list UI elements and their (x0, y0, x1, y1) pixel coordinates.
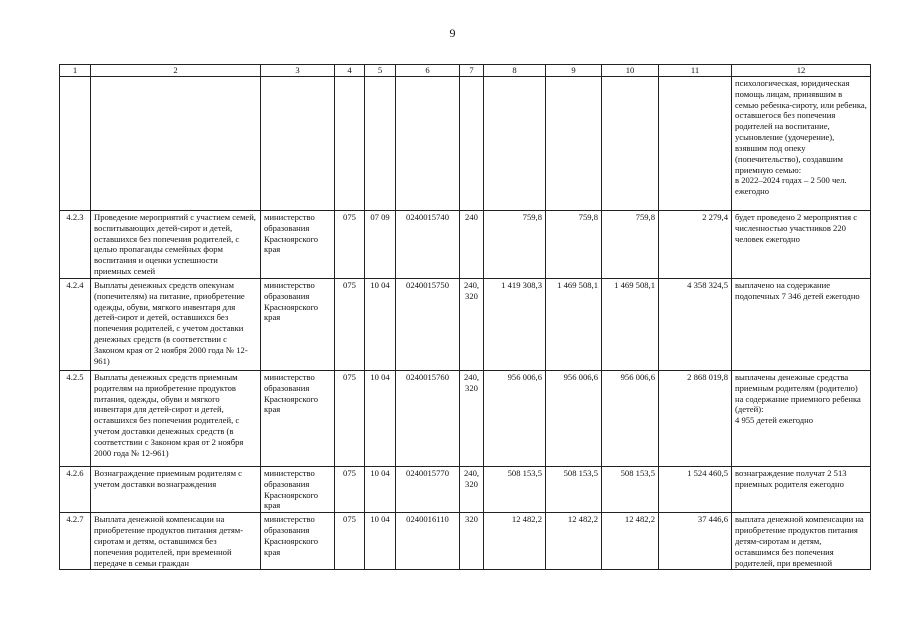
cell-year-1: 1 419 308,3 (484, 278, 546, 370)
column-header: 10 (602, 65, 659, 77)
cell-total: 1 524 460,5 (659, 466, 732, 512)
cell-rzpr: 10 04 (365, 466, 396, 512)
cell-csr: 0240016110 (396, 513, 460, 570)
cell-year-2: 12 482,2 (546, 513, 602, 570)
cell-result: выплачено на содержание подопечных 7 346 детей ежегодно (732, 278, 871, 370)
cell-year-1: 759,8 (484, 211, 546, 279)
cell-vr: 240, 320 (460, 466, 484, 512)
cell-year-2: 759,8 (546, 211, 602, 279)
column-header: 6 (396, 65, 460, 77)
cell-year-3: 1 469 508,1 (602, 278, 659, 370)
table-row (60, 466, 871, 512)
cell-result: будет проведено 2 мероприятия с численностью участников 220 человек ежегодно (732, 211, 871, 279)
cell-total: 2 868 019,8 (659, 370, 732, 466)
cell-number: 4.2.5 (60, 370, 91, 466)
cell-year-1: 956 006,6 (484, 370, 546, 466)
cell-year-1: 508 153,5 (484, 466, 546, 512)
cell-result: психологическая, юридическая помощь лицам, принявшим в семью ребенка-сироту, или ребенка, оставшегося без попечения родителей на воспитание, усыновление (удочерение), взявшим под опеку (попечительство), создавшим приемную семью: в 2022–2024 годах – 2 500 чел. ежегодно (732, 77, 871, 211)
cell-vr: 240 (460, 211, 484, 279)
cell-number: 4.2.6 (60, 466, 91, 512)
cell-executor (261, 77, 335, 211)
cell-measure: Выплата денежной компенсации на приобретение продуктов питания детям-сиротам и детям, оставшимся без попечения родителей, при временной передаче в семьи граждан (91, 513, 261, 570)
cell-csr: 0240015740 (396, 211, 460, 279)
column-header: 5 (365, 65, 396, 77)
cell-vr: 320 (460, 513, 484, 570)
cell-measure (91, 77, 261, 211)
cell-executor: министерство образования Красноярского края (261, 513, 335, 570)
cell-executor: министерство образования Красноярского края (261, 466, 335, 512)
cell-year-2: 1 469 508,1 (546, 278, 602, 370)
cell-rzpr: 07 09 (365, 211, 396, 279)
cell-rzpr (365, 77, 396, 211)
table-row (60, 278, 871, 370)
column-header: 1 (60, 65, 91, 77)
cell-number: 4.2.4 (60, 278, 91, 370)
column-header: 7 (460, 65, 484, 77)
column-header: 12 (732, 65, 871, 77)
cell-measure: Выплаты денежных средств приемным родителям на приобретение продуктов питания, одежды, обуви и мягкого инвентаря для детей-сирот и детей, оставшихся без попечения родителей, с учетом доставки денежных средств (в соответствии с Законом края от 2 ноября 2000 года № 12-961) (91, 370, 261, 466)
cell-vr: 240, 320 (460, 370, 484, 466)
cell-grbs: 075 (335, 466, 365, 512)
cell-total: 2 279,4 (659, 211, 732, 279)
column-header: 8 (484, 65, 546, 77)
program-table (59, 64, 871, 570)
column-header: 4 (335, 65, 365, 77)
cell-result: выплачены денежные средства приемным родителям (родителю) на содержание приемного ребенка (детей): 4 955 детей ежегодно (732, 370, 871, 466)
cell-total: 4 358 324,5 (659, 278, 732, 370)
cell-vr (460, 77, 484, 211)
cell-year-1 (484, 77, 546, 211)
cell-result: выплата денежной компенсации на приобретение продуктов питания детям-сиротам и детям, оставшимся без попечения родителей, при временной (732, 513, 871, 570)
column-header: 11 (659, 65, 732, 77)
table-header-row (60, 65, 871, 77)
cell-total: 37 446,6 (659, 513, 732, 570)
cell-year-3 (602, 77, 659, 211)
cell-rzpr: 10 04 (365, 370, 396, 466)
table-row (60, 370, 871, 466)
cell-grbs (335, 77, 365, 211)
cell-csr: 0240015750 (396, 278, 460, 370)
cell-number (60, 77, 91, 211)
table-row (60, 513, 871, 570)
cell-grbs: 075 (335, 278, 365, 370)
cell-csr: 0240015770 (396, 466, 460, 512)
cell-executor: министерство образования Красноярского края (261, 370, 335, 466)
cell-csr (396, 77, 460, 211)
column-header: 3 (261, 65, 335, 77)
cell-measure: Вознаграждение приемным родителям с учетом доставки вознаграждения (91, 466, 261, 512)
cell-executor: министерство образования Красноярского края (261, 211, 335, 279)
cell-year-3: 759,8 (602, 211, 659, 279)
cell-result: вознаграждение получат 2 513 приемных родителя ежегодно (732, 466, 871, 512)
cell-year-2 (546, 77, 602, 211)
cell-grbs: 075 (335, 370, 365, 466)
column-header: 9 (546, 65, 602, 77)
page-number: 9 (449, 26, 456, 40)
cell-executor: министерство образования Красноярского края (261, 278, 335, 370)
table-row-continuation (60, 77, 871, 211)
cell-vr: 240, 320 (460, 278, 484, 370)
cell-grbs: 075 (335, 513, 365, 570)
cell-year-3: 956 006,6 (602, 370, 659, 466)
cell-grbs: 075 (335, 211, 365, 279)
cell-year-3: 508 153,5 (602, 466, 659, 512)
cell-year-1: 12 482,2 (484, 513, 546, 570)
cell-rzpr: 10 04 (365, 513, 396, 570)
cell-measure: Проведение мероприятий с участием семей, воспитывающих детей-сирот и детей, оставшихся без попечения родителей, с целью пропаганды семейных форм воспитания и оценки успешности приемных семей (91, 211, 261, 279)
cell-measure: Выплаты денежных средств опекунам (попечителям) на питание, приобретение одежды, обуви, мягкого инвентаря для детей-сирот и детей, оставшихся без попечения родителей, с учетом доставки денежных средств (в соответствии с Законом края от 2 ноября 2000 года № 12-961) (91, 278, 261, 370)
cell-number: 4.2.3 (60, 211, 91, 279)
cell-number: 4.2.7 (60, 513, 91, 570)
cell-year-2: 956 006,6 (546, 370, 602, 466)
table-row (60, 211, 871, 279)
cell-rzpr: 10 04 (365, 278, 396, 370)
column-header: 2 (91, 65, 261, 77)
cell-year-3: 12 482,2 (602, 513, 659, 570)
cell-total (659, 77, 732, 211)
cell-year-2: 508 153,5 (546, 466, 602, 512)
cell-csr: 0240015760 (396, 370, 460, 466)
